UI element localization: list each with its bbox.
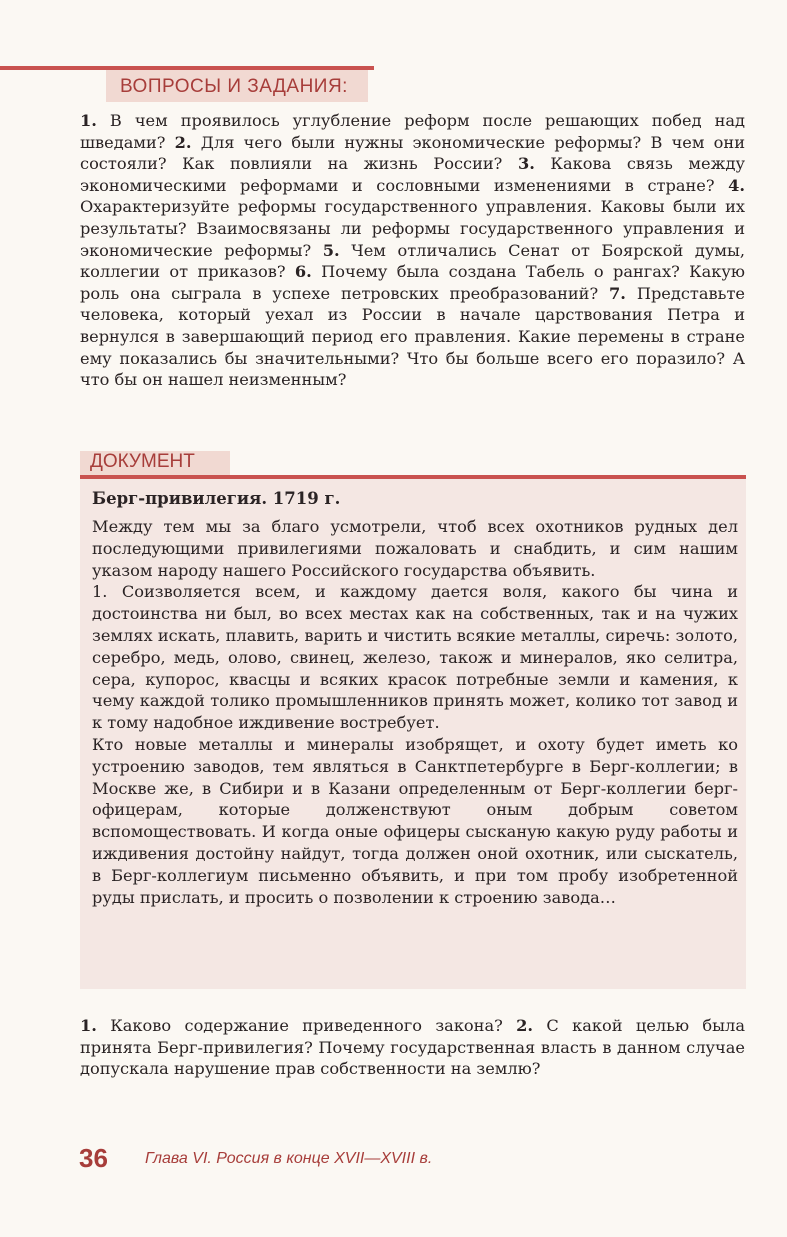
question-number: 2. [174, 132, 192, 152]
question-number: 2. [516, 1016, 534, 1035]
document-title: Берг-привилегия. 1719 г. [92, 489, 341, 508]
question-number: 4. [728, 175, 745, 195]
question-number: 1. [80, 111, 97, 130]
document-paragraph: Кто новые металлы и минералы изобрящет, и охоту будет иметь ко устроению заводов, тем являться в Санктпетербурге в Берг-коллегии; в Москве же, в Сибири и в Казани определенным от Берг-коллегии берг-офицерам, которые долженствуют оным добрым советом вспомоществовать. И когда оные офицеры сысканую какую руду работы и иждивения достойну найдут, тогда должен оной охотник, или сыскатель, в Берг-коллегиум письменно объявить, и при том пробу изобретенной руды прислать, и просить о позволении к строению завода… [92, 734, 738, 907]
question-text: С какой целью была принята Берг-привилегия? Почему государственная власть в данном случае допускала нарушение прав собственности на землю? [80, 1016, 745, 1079]
question-text: Охарактеризуйте реформы государственного управления. Каковы были их результаты? Взаимосвязаны ли реформы государственного управления и экономические реформы? [80, 197, 745, 260]
question-number: 7. [609, 283, 626, 303]
question-number: 6. [294, 262, 312, 282]
document-header: ДОКУМЕНТ [90, 451, 195, 472]
question-text: В чем проявилось углубление реформ после решающих побед над шведами? [80, 111, 745, 152]
document-paragraph: 1. Соизволяется всем, и каждому дается воля, какого бы чина и достоинства ни был, во всех местах как на собственных, так и на чужих землях искать, плавить, варить и чистить всякие металлы, сиречь: золото, серебро, медь, олово, свинец, железо, також и минералов, яко селитра, сера, купорос, квасцы и всяких красок потребные земли и камения, к чему каждой толико промышленников принять может, колико тот завод и к тому надобное иждивение востребует. [92, 582, 738, 733]
chapter-title: Глава VI. Россия в конце XVII—XVIII в. [145, 1150, 433, 1167]
question-text: Чем отличались Сенат от Боярской думы, коллегии от приказов? [80, 240, 745, 282]
question-number: 1. [80, 1016, 97, 1035]
questions-header-label: ВОПРОСЫ И ЗАДАНИЯ: [120, 76, 348, 97]
question-number: 5. [322, 240, 340, 260]
document-questions [80, 1015, 745, 1080]
document-body [92, 516, 738, 908]
questions-header [106, 70, 368, 102]
questions-text [80, 110, 745, 391]
question-text: Почему была создана Табель о рангах? Какую роль она сыграла в успехе петровских преобразований? [80, 262, 746, 303]
question-text: Представьте человека, который уехал из России в начале царствования Петра и вернулся в завершающий период его правления. Какие перемены в стране ему показались бы значительными? Что бы больше всего его поразило? А что бы он нашел неизменным? [80, 283, 745, 390]
question-text: Для чего были нужны экономические реформы? В чем они состояли? Как повлияли на жизнь России? [80, 132, 745, 174]
document-paragraph: Между тем мы за благо усмотрели, чтоб всех охотников рудных дел последующими привилегиями пожаловать и снабдить, и сим нашим указом народу нашего Российского государства объявить. [92, 517, 738, 580]
page-number: 36 [79, 1143, 108, 1173]
question-number: 3. [517, 154, 535, 174]
question-text: Каково содержание приведенного закона? [96, 1016, 517, 1035]
question-text: Какова связь между экономическими реформами и сословными изменениями в стране? [80, 154, 745, 195]
